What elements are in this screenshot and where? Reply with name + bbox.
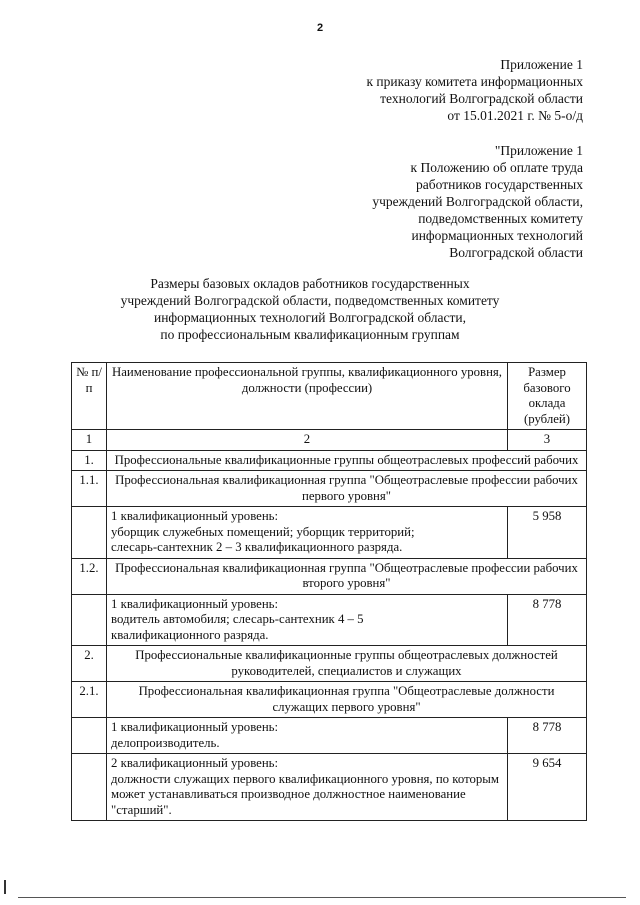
title-line: информационных технологий Волгоградской области,: [153, 310, 467, 325]
page-number: 2: [316, 22, 324, 34]
salary-value: 9 654: [508, 754, 587, 821]
qualification-level: 2 квалификационный уровень: должности служащих первого квалификационного уровня, по которым может устанавливаться производное должностное наименование "старший".: [107, 754, 508, 821]
row-number: [72, 754, 107, 821]
approval-line: от 15.01.2021 г. № 5-о/д: [447, 108, 583, 123]
approval-line: к приказу комитета информационных: [366, 74, 583, 89]
appendix-line: работников государственных: [416, 177, 583, 192]
header-salary: Размер базового оклада (рублей): [508, 363, 587, 430]
table-section-row: [72, 682, 587, 718]
row-number: 1.2.: [72, 558, 107, 594]
row-number: [72, 718, 107, 754]
header-name: Наименование профессиональной группы, квалификационного уровня, должности (профессии): [107, 363, 508, 430]
salary-value: 5 958: [508, 507, 587, 559]
salary-value: 8 778: [508, 594, 587, 646]
section-title: Профессиональные квалификационные группы общеотраслевых профессий рабочих: [107, 450, 587, 471]
row-number: [72, 594, 107, 646]
column-number-row: [72, 430, 587, 451]
appendix-line: информационных технологий: [411, 228, 583, 243]
qualification-level: 1 квалификационный уровень: делопроизводитель.: [107, 718, 508, 754]
row-number: 2.: [72, 646, 107, 682]
header-row: [72, 363, 587, 430]
title-line: Размеры базовых окладов работников государственных: [150, 276, 470, 291]
section-title: Профессиональная квалификационная группа "Общеотраслевые должности служащих первого уровня": [107, 682, 587, 718]
bottom-rule: [18, 897, 626, 898]
row-number: [72, 507, 107, 559]
qualification-level: 1 квалификационный уровень: уборщик служебных помещений; уборщик территорий; слесарь-сантехник 2 – 3 квалификационного разряда.: [107, 507, 508, 559]
document-title: [80, 275, 540, 343]
qualification-level: 1 квалификационный уровень: водитель автомобиля; слесарь-сантехник 4 – 5 квалификационного разряда.: [107, 594, 508, 646]
table-section-row: [72, 558, 587, 594]
salary-value: 8 778: [508, 718, 587, 754]
header-no: № п/п: [72, 363, 107, 430]
section-title: Профессиональные квалификационные группы общеотраслевых должностей руководителей, специалистов и служащих: [107, 646, 587, 682]
approval-line: Приложение 1: [500, 57, 583, 72]
section-title: Профессиональная квалификационная группа "Общеотраслевые профессии рабочих второго уровня": [107, 558, 587, 594]
table-section-row: [72, 450, 587, 471]
title-line: по профессиональным квалификационным группам: [160, 327, 460, 342]
table-section-row: [72, 471, 587, 507]
table-row: [72, 507, 587, 559]
appendix-line: подведомственных комитету: [418, 211, 583, 226]
salary-table: [71, 362, 587, 821]
section-title: Профессиональная квалификационная группа "Общеотраслевые профессии рабочих первого уровня": [107, 471, 587, 507]
table-row: [72, 594, 587, 646]
row-number: 1.1.: [72, 471, 107, 507]
appendix-line: к Положению об оплате труда: [410, 160, 583, 175]
table-section-row: [72, 646, 587, 682]
table-row: [72, 718, 587, 754]
title-line: учреждений Волгоградской области, подведомственных комитету: [120, 293, 500, 308]
appendix-line: учреждений Волгоградской области,: [372, 194, 583, 209]
appendix-line: "Приложение 1: [494, 143, 583, 158]
appendix-reference: [372, 142, 583, 261]
table-body: [72, 450, 587, 821]
col-number: 3: [508, 430, 587, 451]
appendix-line: Волгоградской области: [449, 245, 583, 260]
approval-reference: [366, 56, 583, 124]
col-number: 1: [72, 430, 107, 451]
approval-line: технологий Волгоградской области: [380, 91, 583, 106]
row-number: 2.1.: [72, 682, 107, 718]
margin-mark: [4, 880, 6, 894]
table-row: [72, 754, 587, 821]
col-number: 2: [107, 430, 508, 451]
row-number: 1.: [72, 450, 107, 471]
